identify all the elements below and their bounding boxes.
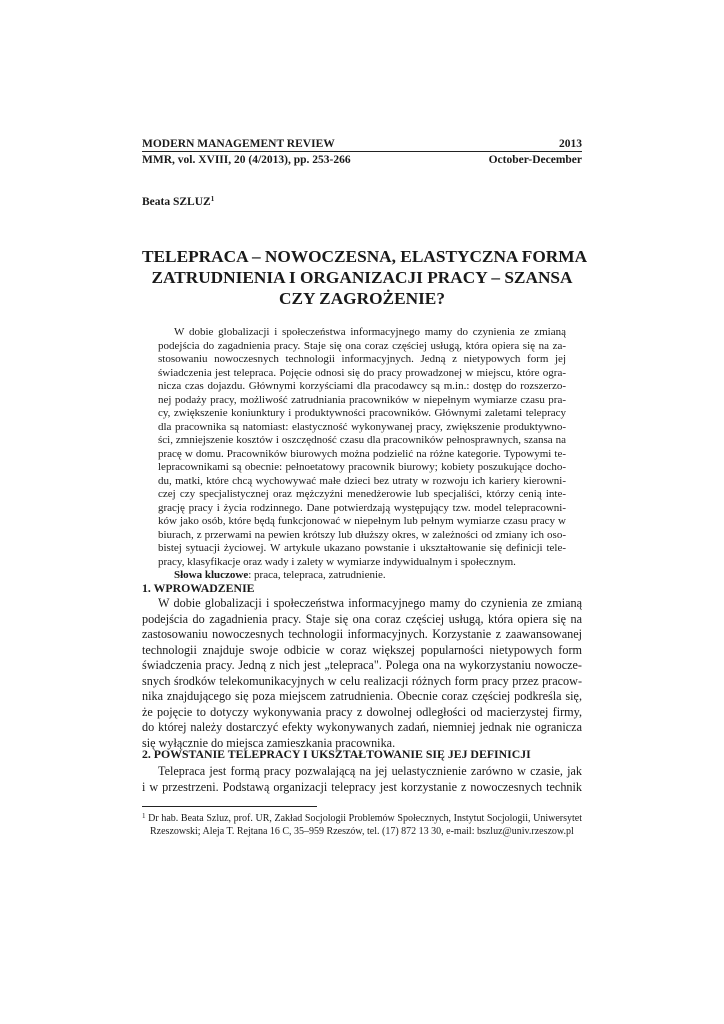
abstract-line: dla pracownika są natomiast: elastyczność wykonywanej pracy, zwiększenie produktywno- bbox=[158, 420, 566, 433]
author-line bbox=[142, 195, 214, 209]
journal-name: MODERN MANAGEMENT REVIEW bbox=[142, 138, 335, 150]
journal-citation: MMR, vol. XVIII, 20 (4/2013), pp. 253-266 bbox=[142, 154, 351, 166]
abstract-line: ści, zmniejszenie kosztów i oszczędność czasu dla pracowników pełnosprawnych, szansa na bbox=[158, 434, 566, 446]
abstract-line: stosowaniu nowoczesnych technologii informacyjnych. Jedną z nietypowych form jej bbox=[158, 353, 566, 365]
body-line: Telepraca jest formą pracy pozwalającą na jej uelastycznienie zarówno w czasie, jak bbox=[158, 764, 582, 778]
title-line: TELEPRACA – NOWOCZESNA, ELASTYCZNA FORMA bbox=[142, 247, 588, 266]
citation-row bbox=[142, 153, 582, 167]
abstract-line: ków jako osób, które będą funkcjonować w niepełnym lub pełnym wymiarze czasu pracy w bbox=[158, 515, 566, 527]
abstract-line: bistej sytuacji życiowej. W artykule ukazano powstanie i ukształtowanie się definicji tele- bbox=[158, 542, 566, 554]
author-name: Beata SZLUZ bbox=[142, 196, 211, 208]
journal-year: 2013 bbox=[559, 138, 582, 150]
abstract-line: nej podaży pracy, możliwość zatrudniania pracowników w niepełnym wymiarze czasu pra- bbox=[158, 393, 566, 406]
footnote-mark: 1 bbox=[142, 812, 146, 820]
body-line: się wyłącznie do miejsca zamieszkania pracownika. bbox=[142, 735, 396, 750]
body-line: że pojęcie to dotyczy wykonywania pracy z dowolnej odległości od macierzystej firmy, bbox=[142, 704, 582, 719]
abstract bbox=[158, 326, 566, 583]
abstract-line: grację pracy i życia rodzinnego. Dane potwierdzają występujący tzw. model telepracowni- bbox=[158, 501, 566, 514]
abstract-line: lepracownikami są obecnie: pełnoetatowy pracownik biurowy; kobiety poszukujące docho- bbox=[158, 461, 566, 473]
abstract-line: W dobie globalizacji i społeczeństwa informacyjnego mamy do czynienia ze zmianą bbox=[174, 326, 566, 338]
abstract-line: podejścia do zagadnienia pracy. Staje się ona coraz częściej usługą, która opiera się na za- bbox=[158, 339, 566, 352]
body-line: podejścia do zagadnienia pracy. Staje się ona coraz częściej usługą, która opiera się na bbox=[142, 611, 582, 626]
body-line: snych środków telekomunikacyjnych w celu realizacji różnych form pracy przez pracow- bbox=[142, 673, 582, 688]
body-line: do której należy dostarczyć efekty wykonywanych zadań, niemniej jednak nie ogranicza bbox=[142, 720, 582, 734]
abstract-line: du, matki, które chcą wychowywać małe dzieci bez utraty w rozwoju ich kariery kierowni- bbox=[158, 474, 566, 487]
journal-header-row bbox=[142, 137, 582, 151]
author-footnote-mark: 1 bbox=[210, 195, 215, 203]
body-line: nika znajdującego się poza miejscem zatrudnienia. Obecnie coraz częściej podkreśla się, bbox=[142, 689, 582, 703]
title-line: CZY ZAGROŻENIE? bbox=[279, 289, 445, 308]
footnote-text: Dr hab. Beata Szluz, prof. UR, Zakład Socjologii Problemów Społecznych, Instytut Socjologii, Uniwersytet bbox=[145, 813, 582, 824]
journal-period: October-December bbox=[488, 154, 582, 166]
abstract-line: pracy, klasyfikacje oraz wady i zalety w wymiarze indywidualnym i społecznym. bbox=[158, 555, 516, 568]
abstract-line: pracę w domu. Pracowników biurowych można podzielić na różne kategorie. Typowymi te- bbox=[158, 447, 566, 460]
header-rule bbox=[142, 151, 582, 152]
body-line: świadczenia pracy. Jedną z nich jest „telepraca". Polega ona na wykorzystaniu nowocze- bbox=[142, 658, 582, 672]
keywords-label: Słowa kluczowe bbox=[174, 569, 249, 581]
abstract-line: cy, zwiększenie koniunktury i produktywności pracowników. Głównymi zaletami telepracy bbox=[158, 407, 566, 419]
article-title bbox=[142, 246, 588, 309]
abstract-line: nicza czas dojazdu. Głównymi korzyściami dla pracodawcy są m.in.: dostęp do rozszerzo- bbox=[158, 380, 566, 392]
section-body bbox=[142, 596, 582, 751]
body-line: technologii znajduje swoje odbicie w coraz większej popularności nietypowych form bbox=[142, 642, 582, 657]
abstract-line: czej czy specjalistycznej oraz mężczyźni menedżerowie lub specjaliści, którzy cenią inte- bbox=[158, 488, 566, 500]
footnote bbox=[142, 813, 582, 838]
body-line: zastosowaniu nowoczesnych technologii informacyjnych. Korzystanie z zaawansowanej bbox=[142, 627, 582, 641]
body-line: i w przestrzeni. Podstawą organizacji telepracy jest korzystanie z nowoczesnych technik bbox=[142, 779, 582, 794]
section-body bbox=[142, 764, 582, 795]
abstract-line: biurach, z przerwami na pewien krótszy lub dłuższy okres, w zależności od zmiany ich oso- bbox=[158, 528, 566, 541]
section-heading: 1. WPROWADZENIE bbox=[142, 581, 255, 595]
title-line: ZATRUDNIENIA I ORGANIZACJI PRACY – SZANSA bbox=[151, 268, 573, 287]
keywords-text: : praca, telepraca, zatrudnienie. bbox=[248, 569, 386, 581]
footnote-rule bbox=[142, 806, 317, 807]
footnote-line bbox=[142, 813, 582, 826]
section-heading: 2. POWSTANIE TELEPRACY I UKSZTAŁTOWANIE SIĘ JEJ DEFINICJI bbox=[142, 747, 531, 761]
footnote-line: Rzeszowski; Aleja T. Rejtana 16 C, 35–959 Rzeszów, tel. (17) 872 13 30, e-mail: bszluz@univ.rzeszow.pl bbox=[150, 825, 574, 837]
body-line: W dobie globalizacji i społeczeństwa informacyjnego mamy do czynienia ze zmianą bbox=[158, 596, 582, 610]
abstract-line: świadczenia jest telepraca. Pojęcie odnosi się do pracy prowadzonej w miejscu, które ogra- bbox=[158, 366, 566, 379]
